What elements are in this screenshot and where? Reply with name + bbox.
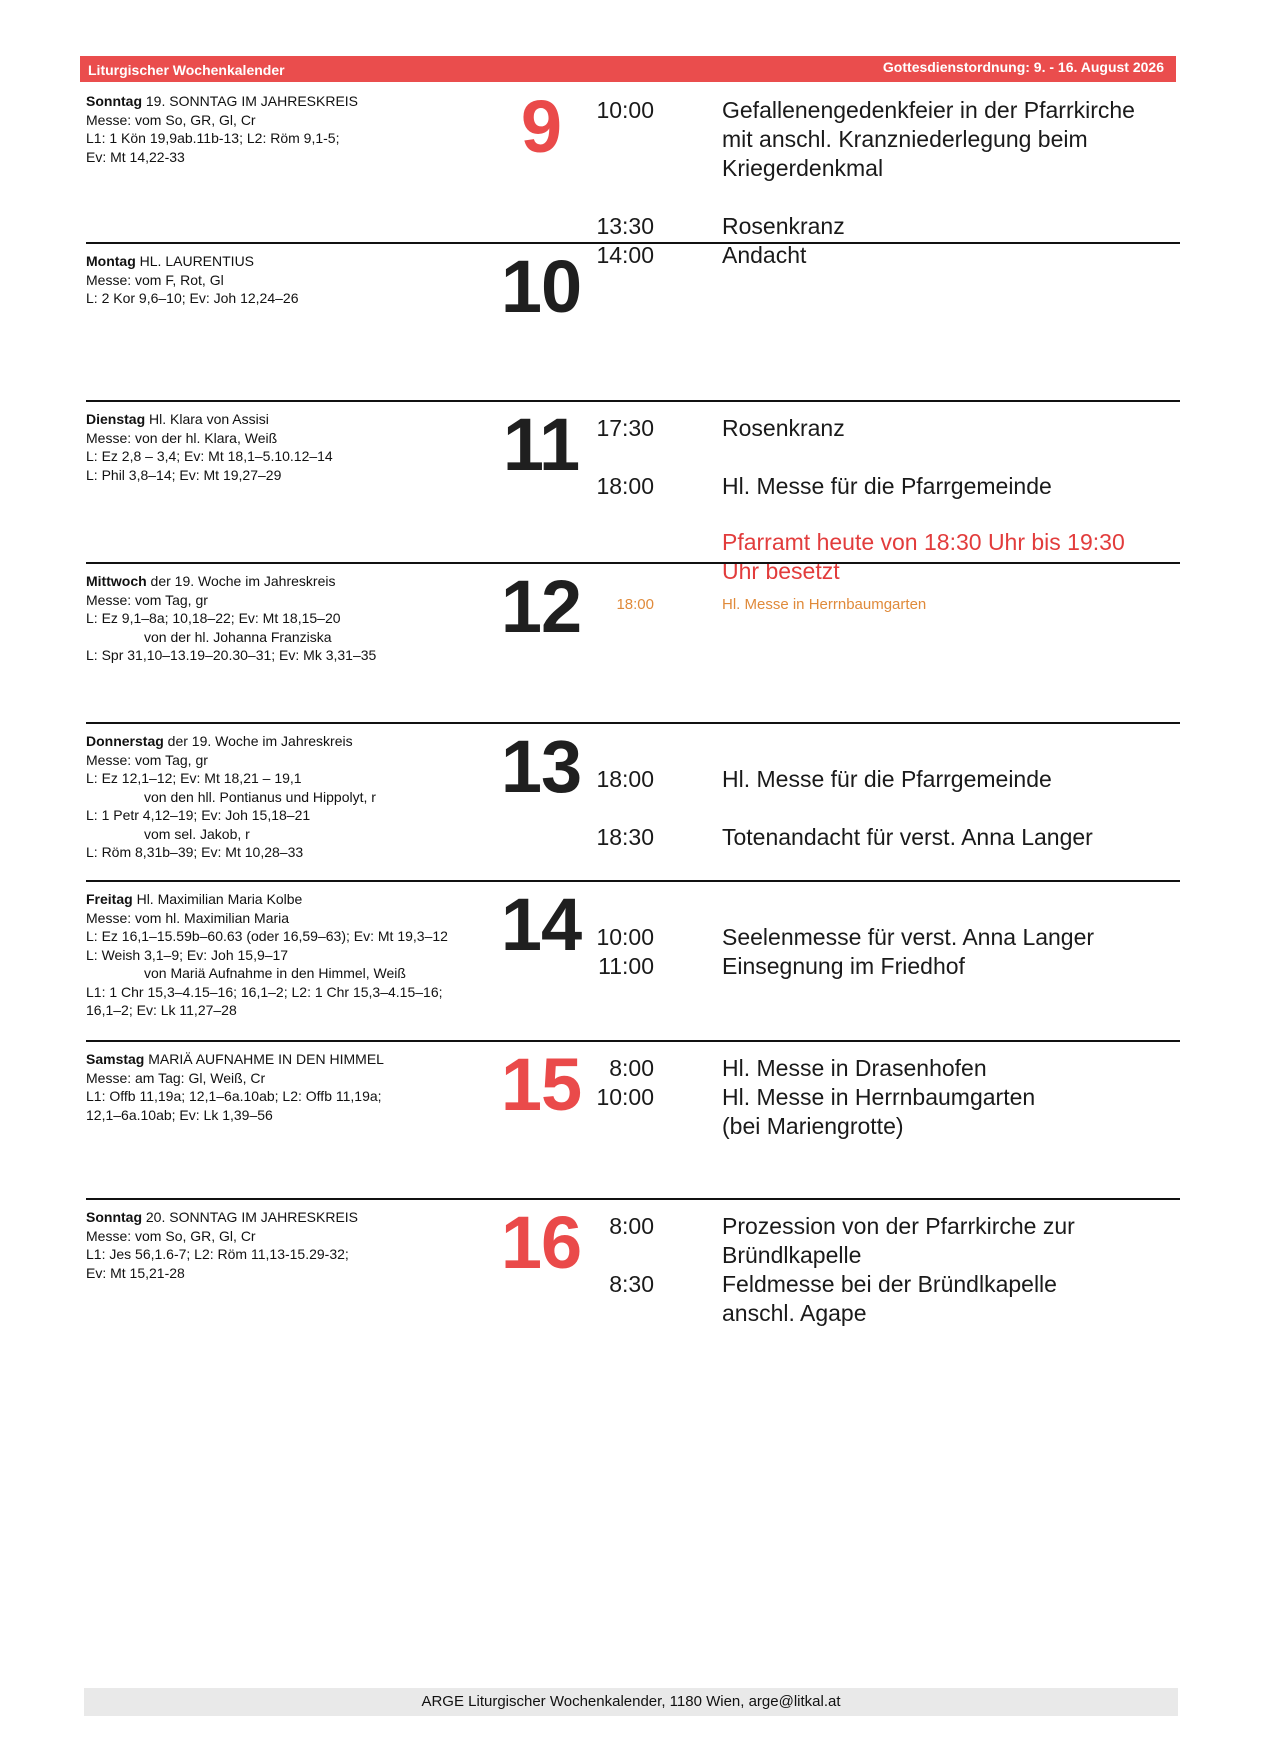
day-number: 15	[500, 1043, 582, 1126]
service-time: 11:00	[598, 953, 654, 979]
liturgy-text: von den hll. Pontianus und Hippolyt, r	[144, 788, 376, 805]
service-time	[574, 443, 654, 472]
spacer	[722, 501, 1142, 528]
day-number: 12	[500, 565, 582, 648]
time-column	[574, 736, 654, 852]
liturgy-info	[86, 92, 456, 166]
liturgy-line	[86, 646, 456, 665]
service-time: 18:00	[596, 766, 654, 792]
liturgy-info	[86, 410, 456, 484]
service-event: Feldmesse bei der Bründlkapelle	[722, 1271, 1057, 1297]
liturgy-text: L: Ez 16,1–15.59b–60.63 (oder 16,59–63); Ev: Mt 19,3–12	[86, 928, 448, 944]
liturgy-text: Messe: am Tag: Gl, Weiß, Cr	[86, 1069, 266, 1086]
time-column	[574, 1212, 654, 1299]
day-divider	[86, 1040, 1180, 1042]
liturgy-text: 20. SONNTAG IM JAHRESKREIS	[142, 1209, 359, 1225]
liturgy-text: L: Ez 9,1–8a; 10,18–22; Ev: Mt 18,15–20	[86, 610, 341, 626]
liturgy-line	[86, 769, 456, 788]
service-event	[722, 794, 1142, 823]
day-divider	[86, 242, 1180, 244]
liturgy-text: L: Röm 8,31b–39; Ev: Mt 10,28–33	[86, 844, 304, 860]
service-event: Kriegerdenkmal	[722, 155, 884, 181]
day-divider	[86, 880, 1180, 882]
header-bar	[80, 56, 1176, 82]
liturgy-line	[86, 129, 456, 148]
service-event: Rosenkranz	[722, 213, 845, 239]
weekday-label: Samstag	[86, 1051, 145, 1067]
service-event	[722, 443, 1142, 472]
day-number: 9	[520, 85, 562, 168]
office-notice: Uhr besetzt	[722, 558, 840, 584]
day-number: 14	[500, 883, 582, 966]
liturgy-text: vom sel. Jakob, r	[144, 825, 250, 842]
liturgy-text: Hl. Klara von Assisi	[145, 411, 269, 427]
liturgy-line	[86, 1264, 456, 1283]
weekday-label: Montag	[86, 253, 136, 269]
liturgy-line	[86, 447, 456, 466]
service-time	[574, 794, 654, 823]
liturgy-text: Messe: vom Tag, gr	[86, 591, 208, 608]
liturgy-line	[86, 289, 456, 308]
service-time: 8:00	[609, 1055, 654, 1081]
liturgy-text: von der hl. Johanna Franziska	[144, 628, 332, 645]
service-time	[574, 125, 654, 154]
weekday-label: Sonntag	[86, 93, 142, 109]
service-event: Hl. Messe für die Pfarrgemeinde	[722, 766, 1052, 792]
day-number: 16	[500, 1201, 582, 1284]
liturgy-line	[86, 410, 456, 429]
liturgy-line	[86, 572, 456, 591]
day-divider	[86, 400, 1180, 402]
liturgy-text: L: Spr 31,10–13.19–20.30–31; Ev: Mk 3,31–35	[86, 647, 377, 663]
day-divider	[86, 722, 1180, 724]
liturgy-line	[86, 466, 456, 485]
time-column	[574, 894, 654, 981]
service-event	[722, 736, 1142, 765]
liturgy-text: L: 2 Kor 9,6–10; Ev: Joh 12,24–26	[86, 290, 299, 306]
liturgy-text: HL. LAURENTIUS	[135, 253, 255, 269]
weekday-label: Donnerstag	[86, 733, 164, 749]
day-divider	[86, 562, 1180, 564]
service-event: Seelenmesse für verst. Anna Langer	[722, 924, 1095, 950]
service-time: 18:00	[616, 596, 654, 613]
liturgy-text: L1: 1 Chr 15,3–4.15–16; 16,1–2; L2: 1 Chr 15,3–4.15–16; 16,1–2; Ev: Lk 11,27–28	[86, 983, 443, 1018]
liturgy-text: Messe: vom F, Rot, Gl	[86, 271, 224, 288]
liturgy-text: L1: 1 Kön 19,9ab.11b-13; L2: Röm 9,1-5;	[86, 130, 340, 146]
service-time: 14:00	[596, 242, 654, 268]
liturgy-line	[86, 751, 456, 770]
liturgy-line	[86, 1069, 456, 1088]
service-time: 10:00	[596, 97, 654, 123]
service-time	[574, 1241, 654, 1270]
liturgy-line	[86, 628, 456, 647]
liturgy-line	[86, 732, 456, 751]
liturgy-info	[86, 1208, 456, 1282]
service-time: 10:00	[596, 1084, 654, 1110]
liturgy-info	[86, 732, 456, 862]
service-order-title: Gottesdienstordnung: 9. - 16. August 2026	[882, 59, 1164, 75]
service-time: 8:00	[609, 1213, 654, 1239]
service-event: Hl. Messe in Herrnbaumgarten	[722, 1084, 1036, 1110]
liturgy-text: der 19. Woche im Jahreskreis	[146, 573, 336, 589]
event-column	[722, 590, 1142, 619]
liturgy-text: Hl. Maximilian Maria Kolbe	[132, 891, 303, 907]
liturgy-text: MARIÄ AUFNAHME IN DEN HIMMEL	[144, 1051, 384, 1067]
weekday-label: Sonntag	[86, 1209, 142, 1225]
footer: ARGE Liturgischer Wochenkalender, 1180 Wien, arge@litkal.at	[84, 1688, 1178, 1716]
service-event: Einsegnung im Friedhof	[722, 953, 965, 979]
service-event: anschl. Agape	[722, 1300, 867, 1326]
service-event: Bründlkapelle	[722, 1242, 862, 1268]
event-column	[722, 414, 1142, 586]
liturgy-line	[86, 1227, 456, 1246]
service-event: Hl. Messe in Drasenhofen	[722, 1055, 987, 1081]
weekday-label: Mittwoch	[86, 573, 147, 589]
liturgy-text: 19. SONNTAG IM JAHRESKREIS	[142, 93, 359, 109]
liturgy-text: Messe: vom hl. Maximilian Maria	[86, 909, 290, 926]
calendar-title: Liturgischer Wochenkalender	[88, 62, 285, 78]
liturgy-info	[86, 572, 456, 665]
liturgy-info	[86, 252, 456, 308]
service-time: 8:30	[609, 1271, 654, 1297]
time-column	[574, 590, 654, 619]
liturgy-info	[86, 1050, 456, 1124]
liturgy-line	[86, 1087, 456, 1106]
liturgy-line	[86, 825, 456, 844]
liturgy-line	[86, 843, 456, 862]
liturgy-text: L1: Jes 56,1.6-7; L2: Röm 11,13-15.29-32;	[86, 1246, 349, 1262]
liturgy-text: L: Ez 2,8 – 3,4; Ev: Mt 18,1–5.10.12–14	[86, 448, 333, 464]
liturgy-text: Messe: vom Tag, gr	[86, 751, 208, 768]
liturgy-text: 12,1–6a.10ab; Ev: Lk 1,39–56	[86, 1106, 273, 1123]
service-event: mit anschl. Kranzniederlegung beim	[722, 126, 1088, 152]
liturgy-line	[86, 1050, 456, 1069]
service-time	[574, 154, 654, 183]
service-event: Hl. Messe für die Pfarrgemeinde	[722, 473, 1052, 499]
liturgy-text: L: 1 Petr 4,12–19; Ev: Joh 15,18–21	[86, 807, 311, 823]
service-event	[722, 894, 1142, 923]
liturgy-line	[86, 946, 456, 965]
liturgy-text: von Mariä Aufnahme in den Himmel, Weiß	[144, 965, 406, 981]
liturgy-line	[86, 890, 456, 909]
day-number: 11	[502, 403, 580, 486]
liturgy-line	[86, 927, 456, 946]
liturgy-line	[86, 806, 456, 825]
weekday-label: Freitag	[86, 891, 133, 907]
event-column	[722, 1054, 1142, 1141]
liturgy-line	[86, 591, 456, 610]
service-time	[574, 894, 654, 923]
day-divider	[86, 1198, 1180, 1200]
service-event: Rosenkranz	[722, 415, 845, 441]
liturgy-line	[86, 609, 456, 628]
liturgy-line	[86, 1245, 456, 1264]
day-number: 13	[500, 725, 582, 808]
liturgy-text: Ev: Mt 14,22-33	[86, 148, 185, 165]
liturgy-line	[86, 92, 456, 111]
service-time: 17:30	[596, 415, 654, 441]
office-notice: Pfarramt heute von 18:30 Uhr bis 19:30	[722, 529, 1125, 555]
liturgy-text: der 19. Woche im Jahreskreis	[163, 733, 353, 749]
service-time	[574, 183, 654, 212]
service-event	[722, 183, 1142, 212]
event-column	[722, 894, 1142, 981]
event-column	[722, 1212, 1142, 1328]
day-number: 10	[500, 245, 582, 328]
service-event: Andacht	[722, 242, 807, 268]
liturgy-line	[86, 909, 456, 928]
liturgy-line	[86, 271, 456, 290]
liturgy-info	[86, 890, 456, 1020]
liturgy-line	[86, 983, 456, 1020]
time-column	[574, 414, 654, 501]
time-column	[574, 1054, 654, 1112]
liturgy-text: Messe: von der hl. Klara, Weiß	[86, 429, 278, 446]
liturgy-text: Ev: Mt 15,21-28	[86, 1264, 185, 1281]
liturgy-text: Messe: vom So, GR, Gl, Cr	[86, 111, 256, 128]
liturgy-text: L: Ez 12,1–12; Ev: Mt 18,21 – 19,1	[86, 770, 302, 786]
service-time	[574, 736, 654, 765]
event-column	[722, 736, 1142, 852]
liturgy-text: L: Phil 3,8–14; Ev: Mt 19,27–29	[86, 466, 282, 483]
liturgy-text: L: Weish 3,1–9; Ev: Joh 15,9–17	[86, 946, 289, 963]
liturgy-text: L1: Offb 11,19a; 12,1–6a.10ab; L2: Offb 11,19a;	[86, 1088, 382, 1104]
liturgy-line	[86, 1208, 456, 1227]
weekday-label: Dienstag	[86, 411, 146, 427]
service-time: 18:30	[596, 824, 654, 850]
liturgy-line	[86, 252, 456, 271]
service-time: 10:00	[596, 924, 654, 950]
liturgy-line	[86, 148, 456, 167]
liturgy-line	[86, 111, 456, 130]
service-time: 13:30	[596, 213, 654, 239]
liturgy-line	[86, 429, 456, 448]
service-event: Hl. Messe in Herrnbaumgarten	[722, 596, 927, 613]
service-event: Prozession von der Pfarrkirche zur	[722, 1213, 1075, 1239]
service-time: 18:00	[596, 473, 654, 499]
liturgy-line	[86, 788, 456, 807]
service-event: Totenandacht für verst. Anna Langer	[722, 824, 1093, 850]
liturgy-line	[86, 1106, 456, 1125]
service-event: (bei Mariengrotte)	[722, 1113, 904, 1139]
service-event: Gefallenengedenkfeier in der Pfarrkirche	[722, 97, 1135, 123]
liturgy-line	[86, 964, 456, 983]
liturgy-text: Messe: vom So, GR, Gl, Cr	[86, 1227, 256, 1244]
